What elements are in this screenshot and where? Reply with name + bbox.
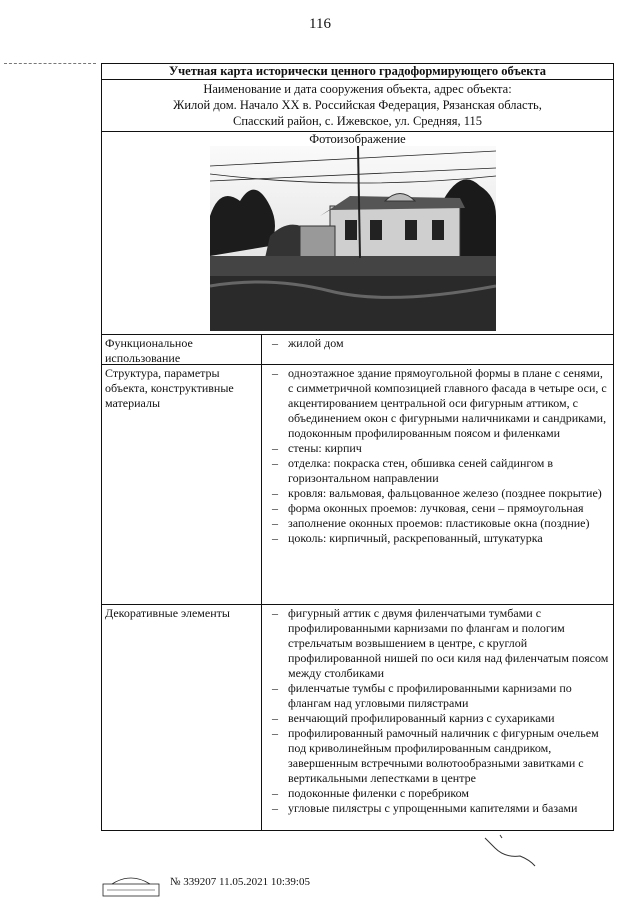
functional-label: Функциональное использование: [102, 335, 262, 364]
decor-label: Декоративные элементы: [102, 605, 262, 830]
page-number: 116: [309, 16, 331, 32]
name-line-3: Спасский район, с. Ижевское, ул. Средняя, 115: [232, 114, 483, 128]
structure-row: [102, 365, 613, 605]
footer: [102, 872, 310, 901]
signature-mark: [480, 830, 540, 870]
name-line-2: Жилой дом. Начало XX в. Российская Федерация, Рязанская область,: [173, 98, 542, 112]
decor-item: – подоконные филенки с поребриком: [266, 786, 610, 801]
card-title: Учетная карта исторически ценного градоформирующего объекта: [102, 64, 613, 80]
structure-item: – форма оконных проемов: лучковая, сени – прямоугольная: [266, 501, 610, 516]
registry-stamp-icon: [102, 872, 162, 898]
decor-row: [102, 605, 613, 830]
structure-label: Структура, параметры объекта, конструктивные материалы: [102, 365, 262, 604]
object-name-block: [102, 80, 613, 132]
functional-row: [102, 335, 613, 365]
building-photo: [210, 146, 496, 331]
structure-item: – кровля: вальмовая, фальцованное железо (позднее покрытие): [266, 486, 610, 501]
decor-item: – фигурный аттик с двумя филенчатыми тумбами с профилированными карнизами по флангам и пологим стрельчатым возвышением в центре, с круглой профилированной нишей по оси киля над филенчатым поясом между столбиками: [266, 606, 610, 681]
decor-item: – филенчатые тумбы с профилированными карнизами по флангам над угловыми пилястрами: [266, 681, 610, 711]
structure-item: – одноэтажное здание прямоугольной формы в плане с сенями, с симметричной композицией главного фасада в четыре оси, с акцентированием центральной оси фигурным аттиком, с объединением окон с фигурными наличниками и сандриками, подоконным профилированным поясом и филенками: [266, 366, 610, 441]
margin-mark: [4, 63, 96, 66]
structure-item: – стены: кирпич: [266, 441, 610, 456]
record-card: [101, 63, 614, 831]
decor-item: – профилированный рамочный наличник с фигурным очельем под криволинейным профилированным сандриком, завершенным встречными волютообразными завитками с вертикальными лепестками в центре: [266, 726, 610, 786]
structure-item: – отделка: покраска стен, обшивка сеней сайдингом в горизонтальном направлении: [266, 456, 610, 486]
photo-label: Фотоизображение: [309, 132, 406, 146]
structure-item: – заполнение оконных проемов: пластиковые окна (поздние): [266, 516, 610, 531]
decor-item: – угловые пилястры с упрощенными капителями и базами: [266, 801, 610, 816]
document-number: № 339207 11.05.2021 10:39:05: [170, 876, 310, 888]
functional-item: – жилой дом: [266, 336, 610, 351]
decor-item: – венчающий профилированный карниз с сухариками: [266, 711, 610, 726]
photo-section: [102, 132, 613, 335]
structure-item: – цоколь: кирпичный, раскрепованный, штукатурка: [266, 531, 610, 546]
name-line-1: Наименование и дата сооружения объекта, адрес объекта:: [203, 82, 512, 96]
